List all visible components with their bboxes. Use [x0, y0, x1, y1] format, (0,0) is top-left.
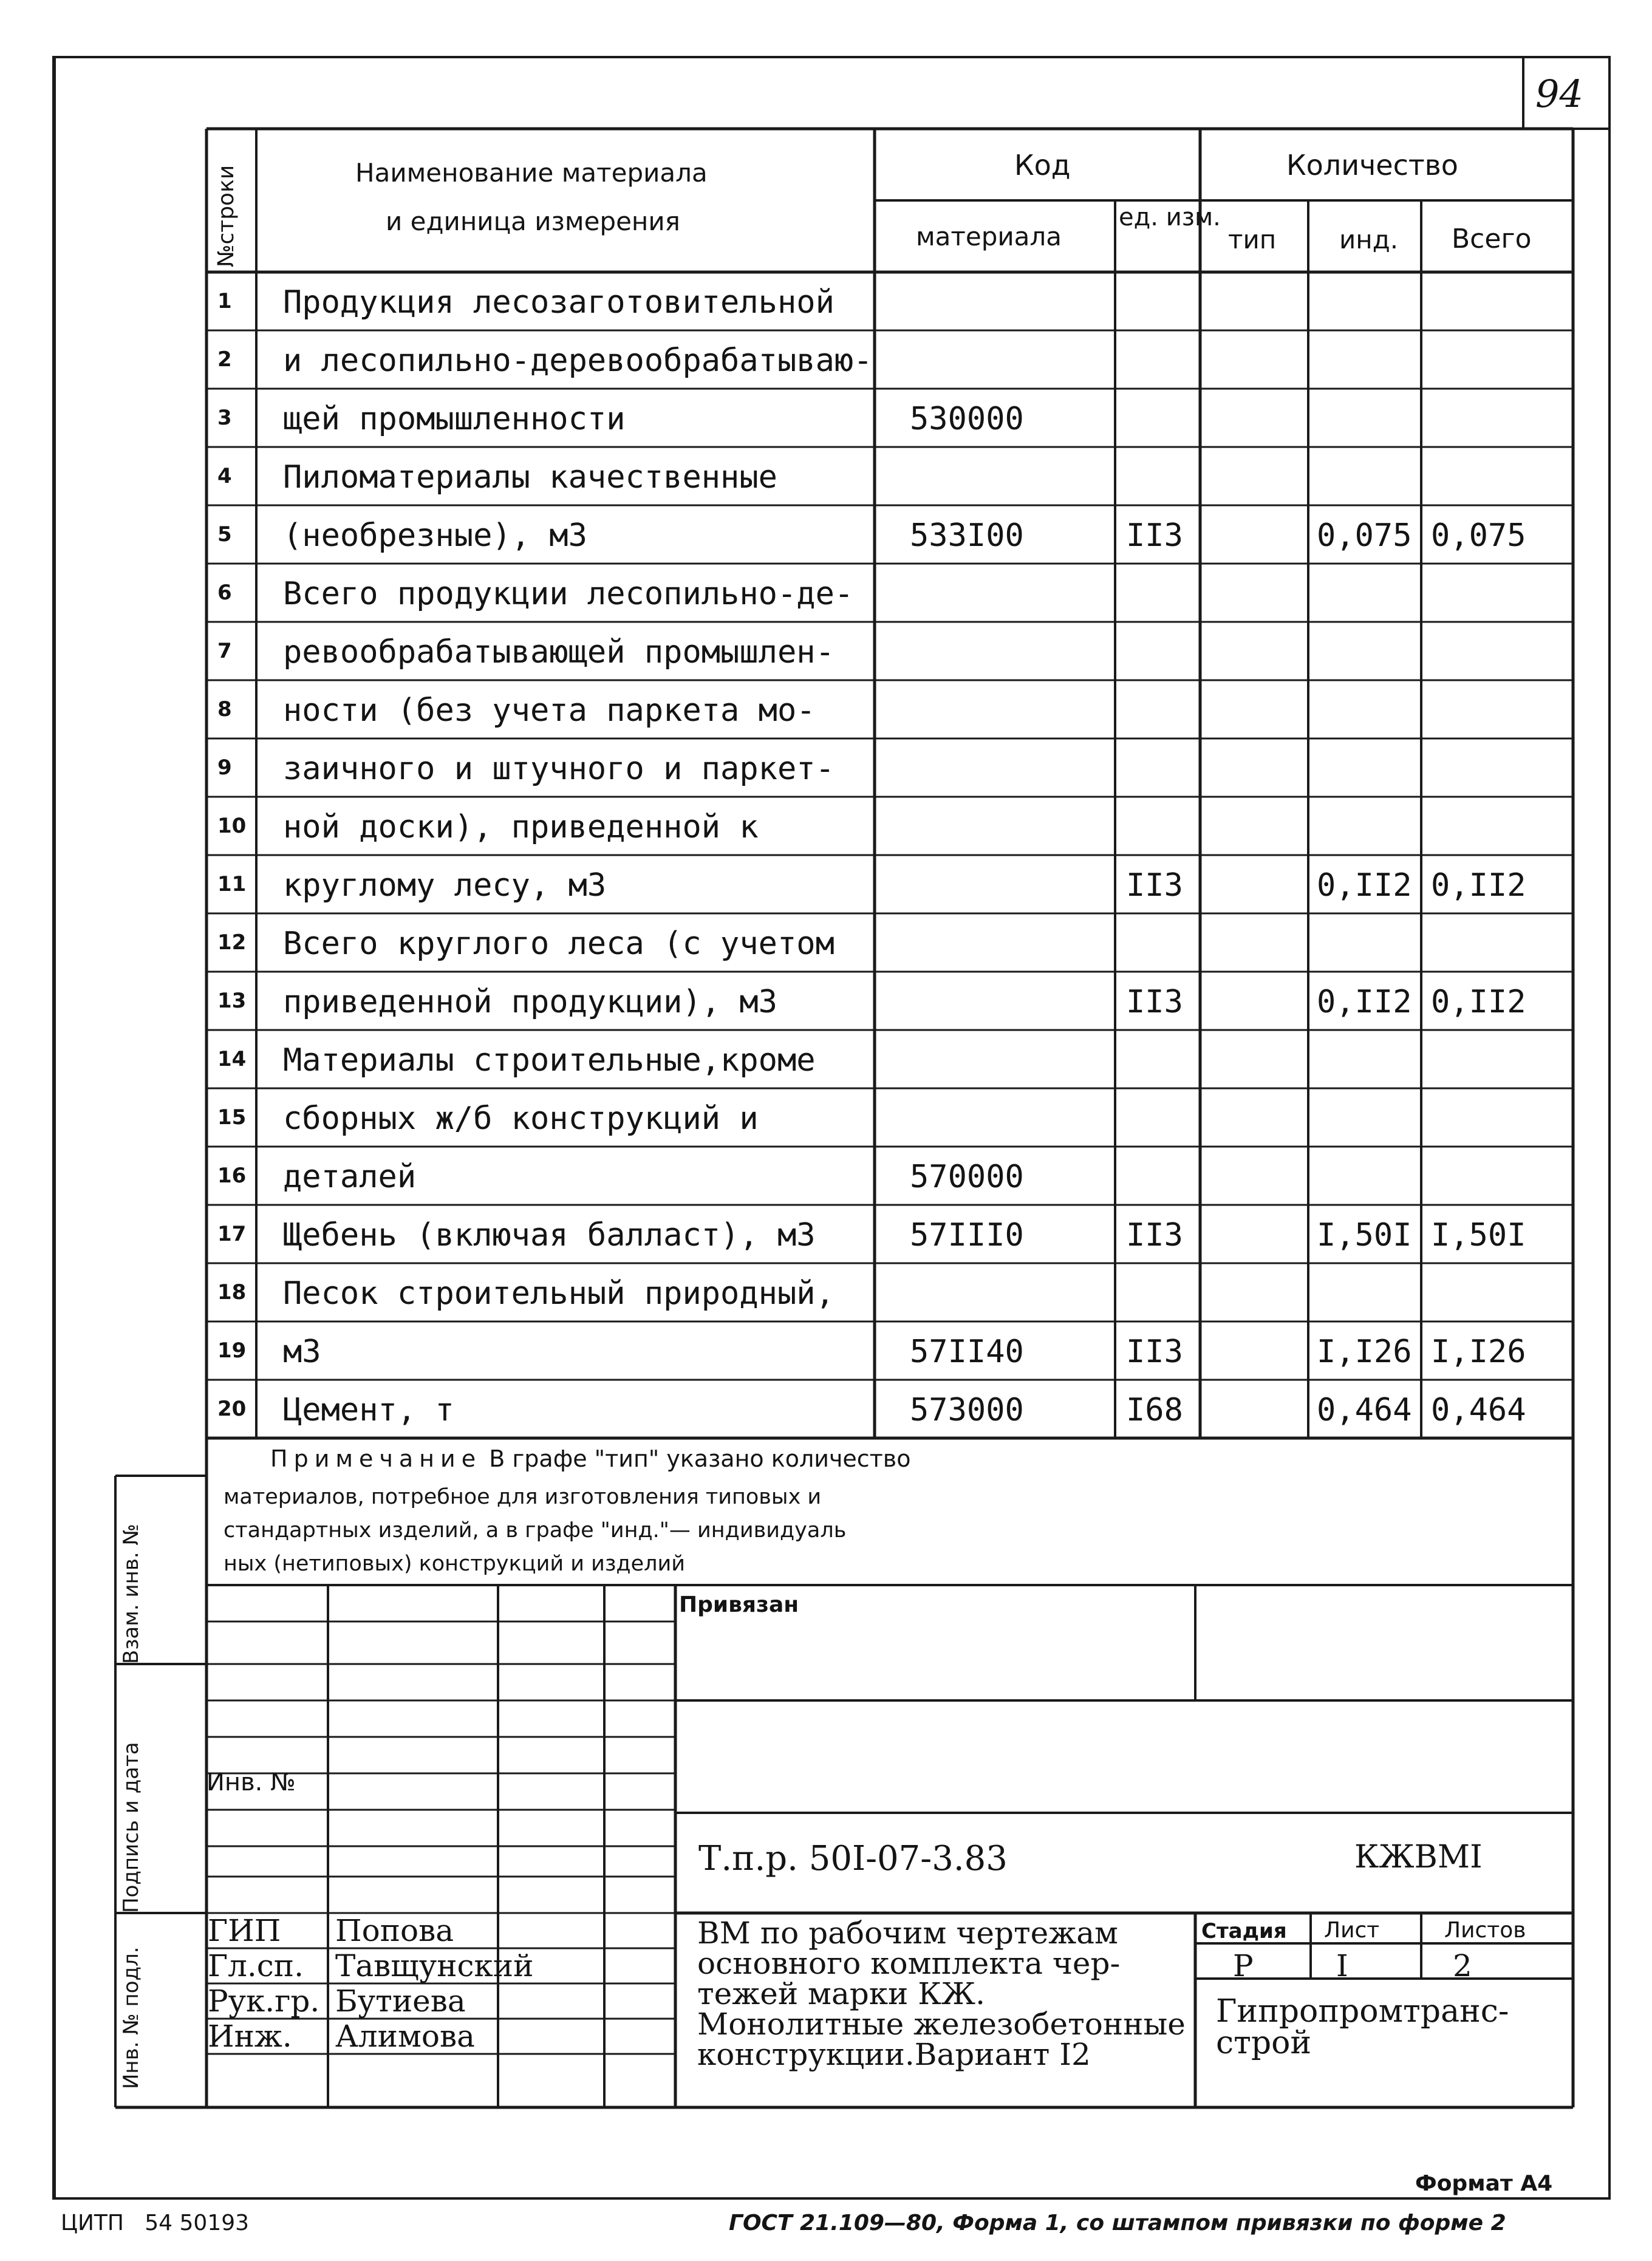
unit-code: II3 [1126, 1334, 1183, 1370]
row-number-header: №строки [214, 165, 239, 267]
material-name: ревообрабатывающей промышлен- [283, 634, 835, 670]
staff-role: Рук.гр. [208, 1983, 320, 2019]
note-line4: ных (нетиповых) конструкций и изделий [224, 1552, 686, 1576]
qty-ind: 0,II2 [1317, 867, 1412, 904]
material-name: м3 [283, 1334, 321, 1370]
sheet-title [697, 1915, 1186, 2072]
row-number: 19 [217, 1339, 247, 1363]
row-number: 18 [217, 1280, 247, 1304]
qty-total: 0,II2 [1431, 984, 1526, 1020]
qty-header: Количество [1286, 149, 1458, 182]
inv-no-label: Инв. № [206, 1768, 296, 1796]
sheet-label: Лист [1324, 1918, 1380, 1943]
staff-name: Попова [335, 1913, 454, 1948]
row-number: 8 [217, 697, 232, 721]
code-material-header: материала [916, 222, 1062, 251]
sheets-value: 2 [1453, 1948, 1472, 1983]
page-number: 94 [1535, 72, 1583, 116]
row-number: 9 [217, 755, 232, 780]
qty-total: 0,464 [1431, 1392, 1526, 1428]
qty-ind: 0,075 [1317, 517, 1412, 554]
footer-right: ГОСТ 21.109—80, Форма 1, со штампом привязки по форме 2 [729, 2211, 1506, 2235]
note-line2: материалов, потребное для изготовления типовых и [224, 1485, 822, 1509]
material-name: сборных ж/б конструкций и [283, 1100, 759, 1137]
material-code: 57II40 [910, 1334, 1024, 1370]
format-label: Формат А4 [1415, 2171, 1553, 2196]
note-line1-text: В графе "тип" указано количество [482, 1445, 911, 1472]
staff-role: ГИП [208, 1913, 281, 1948]
unit-code: II3 [1126, 984, 1183, 1020]
staff-name: Алимова [335, 2019, 475, 2054]
material-name: заичного и штучного и паркет- [283, 751, 835, 787]
name-header-line1: Наименование материала [355, 158, 708, 188]
material-name: и лесопильно-деревообрабатываю- [283, 343, 873, 379]
unit-code: II3 [1126, 1217, 1183, 1253]
row-number: 5 [217, 522, 232, 547]
stage-label: Стадия [1201, 1919, 1287, 1943]
material-name: щей промышленности [283, 401, 626, 437]
note-line1 [270, 1445, 910, 1472]
material-name: Продукция лесозаготовительной [283, 284, 835, 321]
privyazan-label: Привязан [679, 1592, 799, 1617]
qty-type-header: тип [1228, 225, 1277, 254]
material-code: 57III0 [910, 1217, 1024, 1253]
title-line: ВМ по рабочим чертежам [697, 1915, 1118, 1951]
qty-ind: 0,464 [1317, 1392, 1412, 1428]
material-name: Материалы строительные,кроме [283, 1042, 816, 1079]
staff-role: Гл.сп. [208, 1948, 304, 1983]
side-vzam-label: Взам. инв. № [119, 1524, 143, 1664]
qty-total: I,50I [1431, 1217, 1526, 1253]
material-code: 533I00 [910, 517, 1024, 554]
title-line: основного комплекта чер- [697, 1946, 1121, 1981]
qty-total: 0,075 [1431, 517, 1526, 554]
row-number: 16 [217, 1164, 247, 1188]
side-podpis-label: Подпись и дата [119, 1742, 143, 1913]
title-line: конструкции.Вариант I2 [697, 2037, 1091, 2072]
title-line: Монолитные железобетонные [697, 2007, 1186, 2042]
material-name: Всего продукции лесопильно-де- [283, 576, 854, 612]
sheets-label: Листов [1444, 1918, 1526, 1943]
material-name: Всего круглого леса (с учетом [283, 926, 835, 962]
material-name: Щебень (включая балласт), м3 [283, 1217, 816, 1253]
unit-code: I68 [1126, 1392, 1183, 1428]
row-number: 4 [217, 464, 232, 488]
row-number: 20 [217, 1397, 247, 1421]
note-lead: Примечание [270, 1445, 482, 1472]
row-number: 11 [217, 872, 247, 896]
material-name: Пиломатериалы качественные [283, 459, 777, 496]
material-code: 530000 [910, 401, 1024, 437]
row-number: 1 [217, 289, 232, 313]
qty-ind: 0,II2 [1317, 984, 1412, 1020]
code-header: Код [1014, 149, 1071, 182]
code-unit-header: ед. изм. [1119, 203, 1221, 231]
name-header-line2: и единица измерения [386, 206, 680, 236]
row-number: 17 [217, 1222, 247, 1246]
row-number: 2 [217, 347, 232, 372]
material-name: Песок строительный природный, [283, 1275, 835, 1312]
material-name: приведенной продукции), м3 [283, 984, 777, 1020]
row-number: 12 [217, 930, 247, 955]
material-name: круглому лесу, м3 [283, 867, 607, 904]
qty-ind: I,50I [1317, 1217, 1412, 1253]
material-name: Цемент, т [283, 1392, 454, 1428]
footer-left: ЦИТП 54 50193 [61, 2211, 250, 2235]
material-code: 570000 [910, 1159, 1024, 1195]
row-number: 3 [217, 406, 232, 430]
stage-value: Р [1233, 1948, 1254, 1983]
row-number: 13 [217, 989, 247, 1013]
side-inv-podl-label: Инв. № подл. [119, 1946, 143, 2089]
sheet-value: I [1336, 1948, 1348, 1983]
qty-total: I,I26 [1431, 1334, 1526, 1370]
row-number: 10 [217, 814, 247, 838]
title-line: тежей марки КЖ. [697, 1976, 985, 2011]
row-number: 7 [217, 639, 232, 663]
doc-code: Т.п.р. 50I-07-3.83 [698, 1839, 1008, 1878]
qty-total: 0,II2 [1431, 867, 1526, 904]
row-number: 6 [217, 581, 232, 605]
unit-code: II3 [1126, 517, 1183, 554]
doc-mark: КЖВМI [1354, 1839, 1483, 1875]
material-name: ности (без учета паркета мо- [283, 692, 816, 729]
note-line3: стандартных изделий, а в графе "инд."— индивидуаль [224, 1518, 847, 1543]
material-name: (необрезные), м3 [283, 517, 587, 554]
material-name: ной доски), приведенной к [283, 809, 759, 845]
qty-ind: I,I26 [1317, 1334, 1412, 1370]
row-number: 15 [217, 1105, 247, 1130]
unit-code: II3 [1126, 867, 1183, 904]
row-number: 14 [217, 1047, 247, 1071]
qty-total-header: Всего [1452, 223, 1532, 254]
staff-name: Бутиева [335, 1983, 466, 2019]
material-code: 573000 [910, 1392, 1024, 1428]
staff-name: Тавщунский [335, 1948, 534, 1983]
staff-role: Инж. [208, 2019, 292, 2054]
org-line2: строй [1216, 2025, 1312, 2061]
org-line1: Гипропромтранс- [1216, 1993, 1509, 2030]
qty-ind-header: инд. [1339, 225, 1399, 254]
material-name: деталей [283, 1159, 417, 1195]
